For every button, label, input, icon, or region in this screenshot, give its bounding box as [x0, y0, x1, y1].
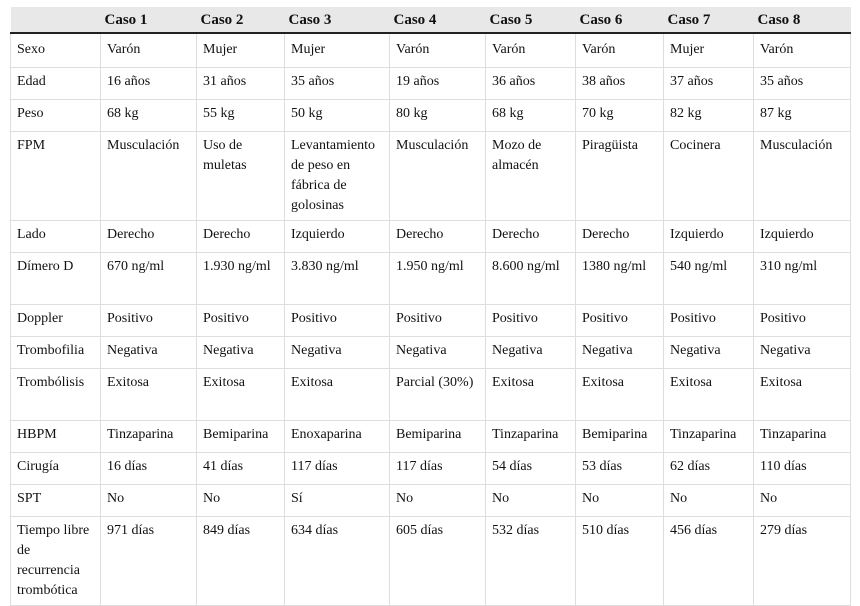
table-cell: 68 kg — [101, 100, 197, 132]
table-cell: Positivo — [576, 305, 664, 337]
table-cell: Derecho — [390, 221, 486, 253]
table-cell: Bemiparina — [576, 421, 664, 453]
header-cell-caso-4: Caso 4 — [390, 7, 486, 33]
table-cell: Varón — [101, 33, 197, 68]
row-label: FPM — [11, 132, 101, 221]
table-cell: 532 días — [486, 517, 576, 606]
table-cell: 117 días — [390, 453, 486, 485]
table-cell: Tinzaparina — [754, 421, 851, 453]
table-cell: No — [754, 485, 851, 517]
table-cell: 310 ng/ml — [754, 253, 851, 305]
table-cell: Parcial (30%) — [390, 369, 486, 421]
table-cell: Izquierdo — [285, 221, 390, 253]
table-cell: 849 días — [197, 517, 285, 606]
table-cell: Exitosa — [197, 369, 285, 421]
table-cell: Sí — [285, 485, 390, 517]
table-cell: 279 días — [754, 517, 851, 606]
table-cell: Exitosa — [664, 369, 754, 421]
table-cell: Varón — [486, 33, 576, 68]
table-cell: Exitosa — [576, 369, 664, 421]
table-cell: 41 días — [197, 453, 285, 485]
table-cell: Bemiparina — [197, 421, 285, 453]
table-cell: Tinzaparina — [486, 421, 576, 453]
table-cell: 50 kg — [285, 100, 390, 132]
table-cell: Mujer — [197, 33, 285, 68]
table-cell: 540 ng/ml — [664, 253, 754, 305]
table-row-edad — [11, 68, 851, 100]
table-row-sexo — [11, 33, 851, 68]
row-label: Lado — [11, 221, 101, 253]
table-body — [11, 33, 851, 606]
table-cell: 634 días — [285, 517, 390, 606]
table-cell: Mujer — [285, 33, 390, 68]
table-cell: Exitosa — [285, 369, 390, 421]
table-cell: Derecho — [486, 221, 576, 253]
table-cell: No — [101, 485, 197, 517]
table-row-peso — [11, 100, 851, 132]
header-cell-caso-8: Caso 8 — [754, 7, 851, 33]
header-cell-empty — [11, 7, 101, 33]
table-cell: Exitosa — [486, 369, 576, 421]
row-label: Trombólisis — [11, 369, 101, 421]
table-cell: Mozo de almacén — [486, 132, 576, 221]
table-cell: Bemiparina — [390, 421, 486, 453]
header-cell-caso-5: Caso 5 — [486, 7, 576, 33]
table-row-trombofilia — [11, 337, 851, 369]
table-cell: 54 días — [486, 453, 576, 485]
table-cell: 670 ng/ml — [101, 253, 197, 305]
table-cell: Negativa — [390, 337, 486, 369]
table-cell: No — [197, 485, 285, 517]
table-row-tiempo-libre — [11, 517, 851, 606]
table-cell: 68 kg — [486, 100, 576, 132]
table-cell: Derecho — [576, 221, 664, 253]
row-label: Sexo — [11, 33, 101, 68]
table-row-cirugia — [11, 453, 851, 485]
case-table-container — [10, 7, 850, 606]
table-cell: Positivo — [754, 305, 851, 337]
table-cell: 62 días — [664, 453, 754, 485]
table-cell: 16 años — [101, 68, 197, 100]
table-cell: Positivo — [101, 305, 197, 337]
table-row-hbpm — [11, 421, 851, 453]
table-cell: 1380 ng/ml — [576, 253, 664, 305]
table-cell: 87 kg — [754, 100, 851, 132]
table-cell: Cocinera — [664, 132, 754, 221]
table-cell: Exitosa — [101, 369, 197, 421]
table-row-spt — [11, 485, 851, 517]
table-cell: Izquierdo — [754, 221, 851, 253]
table-cell: Mujer — [664, 33, 754, 68]
table-cell: Levantamiento de peso en fábrica de golosinas — [285, 132, 390, 221]
table-cell: Varón — [576, 33, 664, 68]
table-cell: 37 años — [664, 68, 754, 100]
table-cell: 117 días — [285, 453, 390, 485]
table-cell: Positivo — [197, 305, 285, 337]
table-cell: Enoxaparina — [285, 421, 390, 453]
table-cell: Negativa — [486, 337, 576, 369]
table-cell: 53 días — [576, 453, 664, 485]
table-cell: 1.950 ng/ml — [390, 253, 486, 305]
table-cell: Exitosa — [754, 369, 851, 421]
table-cell: Positivo — [664, 305, 754, 337]
case-comparison-table — [10, 7, 851, 606]
table-cell: Negativa — [197, 337, 285, 369]
row-label: Tiempo libre de recurrencia trombótica — [11, 517, 101, 606]
row-label: SPT — [11, 485, 101, 517]
table-cell: Derecho — [101, 221, 197, 253]
table-cell: Derecho — [197, 221, 285, 253]
table-cell: Uso de muletas — [197, 132, 285, 221]
header-cell-caso-3: Caso 3 — [285, 7, 390, 33]
table-cell: 55 kg — [197, 100, 285, 132]
table-cell: 82 kg — [664, 100, 754, 132]
table-cell: Musculación — [101, 132, 197, 221]
row-label: Cirugía — [11, 453, 101, 485]
table-cell: No — [486, 485, 576, 517]
table-header — [11, 7, 851, 33]
header-row — [11, 7, 851, 33]
table-cell: 16 días — [101, 453, 197, 485]
table-cell: 456 días — [664, 517, 754, 606]
table-cell: 31 años — [197, 68, 285, 100]
header-cell-caso-2: Caso 2 — [197, 7, 285, 33]
row-label: Edad — [11, 68, 101, 100]
table-cell: 80 kg — [390, 100, 486, 132]
row-label: HBPM — [11, 421, 101, 453]
table-cell: 19 años — [390, 68, 486, 100]
table-cell: No — [664, 485, 754, 517]
header-cell-caso-7: Caso 7 — [664, 7, 754, 33]
header-cell-caso-1: Caso 1 — [101, 7, 197, 33]
table-cell: 70 kg — [576, 100, 664, 132]
table-cell: Tinzaparina — [664, 421, 754, 453]
table-cell: 1.930 ng/ml — [197, 253, 285, 305]
table-cell: Negativa — [101, 337, 197, 369]
table-cell: 35 años — [285, 68, 390, 100]
table-cell: Negativa — [664, 337, 754, 369]
table-cell: Negativa — [754, 337, 851, 369]
table-cell: Positivo — [390, 305, 486, 337]
table-row-fpm — [11, 132, 851, 221]
table-cell: Musculación — [754, 132, 851, 221]
table-cell: Varón — [754, 33, 851, 68]
table-cell: Varón — [390, 33, 486, 68]
table-cell: Negativa — [576, 337, 664, 369]
table-cell: Piragüista — [576, 132, 664, 221]
row-label: Doppler — [11, 305, 101, 337]
table-cell: No — [576, 485, 664, 517]
row-label: Trombofilia — [11, 337, 101, 369]
table-cell: Izquierdo — [664, 221, 754, 253]
table-cell: Negativa — [285, 337, 390, 369]
table-cell: Tinzaparina — [101, 421, 197, 453]
table-cell: 38 años — [576, 68, 664, 100]
table-cell: 3.830 ng/ml — [285, 253, 390, 305]
table-cell: Positivo — [285, 305, 390, 337]
table-cell: 605 días — [390, 517, 486, 606]
row-label: Peso — [11, 100, 101, 132]
table-cell: 510 días — [576, 517, 664, 606]
table-cell: Musculación — [390, 132, 486, 221]
table-cell: Positivo — [486, 305, 576, 337]
row-label: Dímero D — [11, 253, 101, 305]
table-cell: 36 años — [486, 68, 576, 100]
table-cell: 8.600 ng/ml — [486, 253, 576, 305]
table-cell: 971 días — [101, 517, 197, 606]
table-row-lado — [11, 221, 851, 253]
table-row-trombolisis — [11, 369, 851, 421]
table-row-dimero-d — [11, 253, 851, 305]
table-cell: 35 años — [754, 68, 851, 100]
table-cell: No — [390, 485, 486, 517]
table-cell: 110 días — [754, 453, 851, 485]
header-cell-caso-6: Caso 6 — [576, 7, 664, 33]
table-row-doppler — [11, 305, 851, 337]
